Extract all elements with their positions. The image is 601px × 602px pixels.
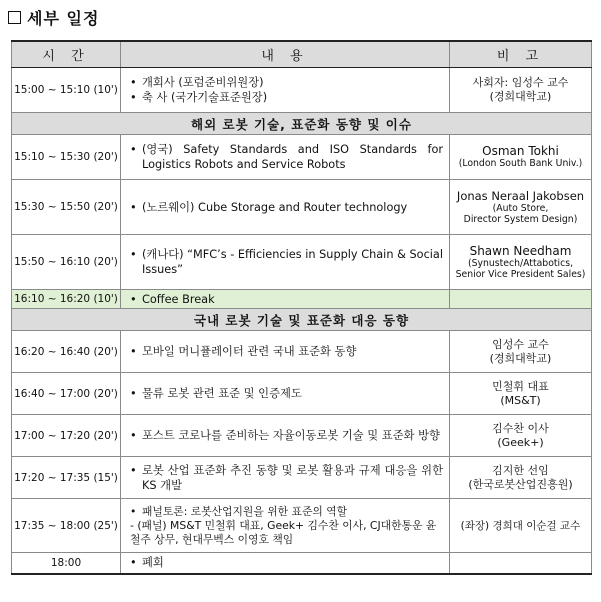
remark-cell <box>450 290 592 309</box>
remark-cell: 임성수 교수 (경희대학교) <box>450 331 592 373</box>
time-cell: 17:00 ~ 17:20 (20') <box>12 415 121 457</box>
header-content: 내 용 <box>121 41 450 68</box>
bullet-item: • 로봇 산업 표준화 추진 동향 및 로봇 활용과 규제 대응을 위한 KS 개발 <box>130 463 443 492</box>
panel-members: - (패널) MS&T 민철휘 대표, Geek+ 김수찬 이사, CJ대한통운 윤철주 상무, 현대무벡스 이영호 책임 <box>130 518 437 546</box>
content-cell <box>121 553 450 574</box>
remark-cell: Jonas Neraal Jakobsen (Auto Store, Director System Design) <box>450 180 592 235</box>
page-heading <box>8 6 99 29</box>
content-cell <box>121 415 450 457</box>
time-cell: 15:30 ~ 15:50 (20') <box>12 180 121 235</box>
bullet-item: • (노르웨이) Cube Storage and Router technology <box>130 200 408 214</box>
bullet-item: • (캐나다) “MFC’s - Efficiencies in Supply Chain & Social Issues” <box>130 248 443 276</box>
content-cell <box>121 457 450 499</box>
table-row <box>12 373 592 415</box>
time-cell: 17:35 ~ 18:00 (25') <box>12 499 121 553</box>
content-cell <box>121 68 450 113</box>
bullet-item: • 모바일 머니퓰레이터 관련 국내 표준화 동향 <box>130 345 357 358</box>
bullet-item: • 개회사 (포럼준비위원장) <box>130 76 264 89</box>
table-row <box>12 499 592 553</box>
header-remark: 비 고 <box>450 41 592 68</box>
content-cell <box>121 499 450 553</box>
table-row <box>12 68 592 113</box>
bullet-item: • 축 사 (국가기술표준원장) <box>130 91 268 104</box>
content-cell <box>121 373 450 415</box>
bullet-item: • 패널토론: 로봇산업지원을 위한 표준의 역할 <box>130 504 348 518</box>
table-row <box>12 290 592 309</box>
time-cell: 17:20 ~ 17:35 (15') <box>12 457 121 499</box>
table-row <box>12 235 592 290</box>
remark-cell: 김지한 선임 (한국로봇산업진흥원) <box>450 457 592 499</box>
header-time: 시 간 <box>12 41 121 68</box>
section-title: 국내 로봇 기술 및 표준화 대응 동향 <box>12 309 592 331</box>
section-row <box>12 309 592 331</box>
table-row <box>12 457 592 499</box>
content-cell <box>121 235 450 290</box>
table-row <box>12 331 592 373</box>
remark-cell: Osman Tokhi (London South Bank Univ.) <box>450 135 592 180</box>
section-title: 해외 로봇 기술, 표준화 동향 및 이슈 <box>12 113 592 135</box>
bullet-item: • 폐회 <box>130 556 164 570</box>
table-row <box>12 180 592 235</box>
content-cell <box>121 135 450 180</box>
bullet-item: • Coffee Break <box>130 292 215 306</box>
time-cell: 16:40 ~ 17:00 (20') <box>12 373 121 415</box>
bullet-item: • 포스트 코로나를 준비하는 자율이동로봇 기술 및 표준화 방향 <box>130 429 440 442</box>
remark-cell: 사회자: 임성수 교수 (경희대학교) <box>450 68 592 113</box>
time-cell: 18:00 <box>12 553 121 574</box>
table-row <box>12 553 592 574</box>
remark-cell <box>450 553 592 574</box>
content-cell <box>121 290 450 309</box>
time-cell: 16:20 ~ 16:40 (20') <box>12 331 121 373</box>
remark-cell: Shawn Needham (Synustech/Attabotics, Senior Vice President Sales) <box>450 235 592 290</box>
remark-cell: 민철휘 대표 (MS&T) <box>450 373 592 415</box>
time-cell: 16:10 ~ 16:20 (10') <box>12 290 121 309</box>
time-cell: 15:50 ~ 16:10 (20') <box>12 235 121 290</box>
remark-cell: (좌장) 경희대 이순걸 교수 <box>450 499 592 553</box>
table-row <box>12 135 592 180</box>
checkbox-square-icon <box>8 11 21 24</box>
time-cell: 15:00 ~ 15:10 (10') <box>12 68 121 113</box>
bullet-item: • (영국) Safety Standards and ISO Standards for Logistics Robots and Service Robots <box>130 143 443 171</box>
time-cell: 15:10 ~ 15:30 (20') <box>12 135 121 180</box>
content-cell <box>121 331 450 373</box>
heading-text: 세부 일정 <box>27 9 100 28</box>
schedule-table <box>11 40 592 575</box>
section-row <box>12 113 592 135</box>
bullet-item: • 물류 로봇 관련 표준 및 인증제도 <box>130 387 302 400</box>
content-cell <box>121 180 450 235</box>
table-row <box>12 415 592 457</box>
header-row <box>12 41 592 68</box>
remark-cell: 김수찬 이사 (Geek+) <box>450 415 592 457</box>
